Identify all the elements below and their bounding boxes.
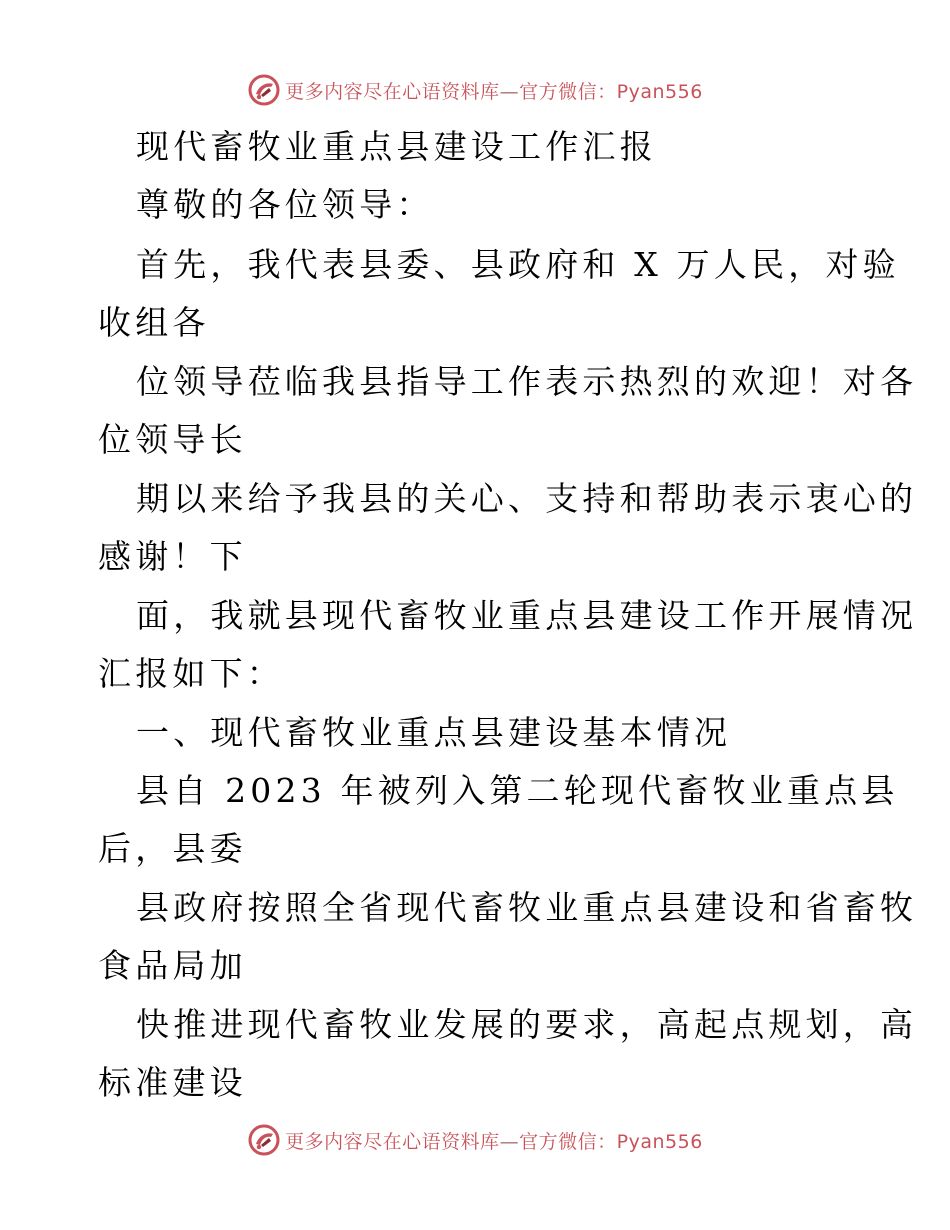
header-site-text: 更多内容尽在心语资料库 bbox=[285, 80, 500, 103]
xinyu-logo-icon bbox=[247, 1123, 281, 1157]
paragraph-line: 位领导长 bbox=[98, 420, 247, 459]
paragraph-line: 位领导莅临我县指导工作表示热烈的欢迎！对各 bbox=[136, 362, 918, 401]
section-heading: 一、现代畜牧业重点县建设基本情况 bbox=[136, 713, 732, 752]
header-wechat-text: 官方微信：Pyan556 bbox=[519, 80, 703, 103]
xinyu-logo-icon bbox=[247, 73, 281, 107]
footer-banner bbox=[0, 1122, 950, 1158]
header-separator: — bbox=[499, 80, 520, 103]
paragraph-line: 面，我就县现代畜牧业重点县建设工作开展情况 bbox=[136, 596, 918, 635]
footer-separator: — bbox=[499, 1130, 520, 1153]
footer-site-text: 更多内容尽在心语资料库 bbox=[285, 1130, 500, 1153]
document-title: 现代畜牧业重点县建设工作汇报 bbox=[136, 127, 657, 166]
paragraph-line: 县政府按照全省现代畜牧业重点县建设和省畜牧 bbox=[136, 888, 918, 927]
paragraph-line: 期以来给予我县的关心、支持和帮助表示衷心的 bbox=[136, 479, 918, 518]
header-banner bbox=[0, 72, 950, 108]
footer-banner-text bbox=[285, 1127, 703, 1154]
paragraph-line: 汇报如下： bbox=[98, 654, 284, 693]
paragraph-line: 食品局加 bbox=[98, 946, 247, 985]
paragraph-line: 快推进现代畜牧业发展的要求，高起点规划，高 bbox=[136, 1005, 918, 1044]
paragraph-line: 标准建设 bbox=[98, 1063, 247, 1102]
paragraph-line: 感谢！下 bbox=[98, 537, 247, 576]
paragraph-line: 县自 2023 年被列入第二轮现代畜牧业重点县 bbox=[136, 771, 899, 810]
salutation: 尊敬的各位领导： bbox=[136, 185, 434, 224]
header-banner-text bbox=[285, 77, 703, 104]
paragraph-line: 后，县委 bbox=[98, 829, 247, 868]
paragraph-line: 首先，我代表县委、县政府和 X 万人民，对验 bbox=[136, 245, 900, 284]
paragraph-line: 收组各 bbox=[98, 303, 210, 342]
footer-wechat-text: 官方微信：Pyan556 bbox=[519, 1130, 703, 1153]
